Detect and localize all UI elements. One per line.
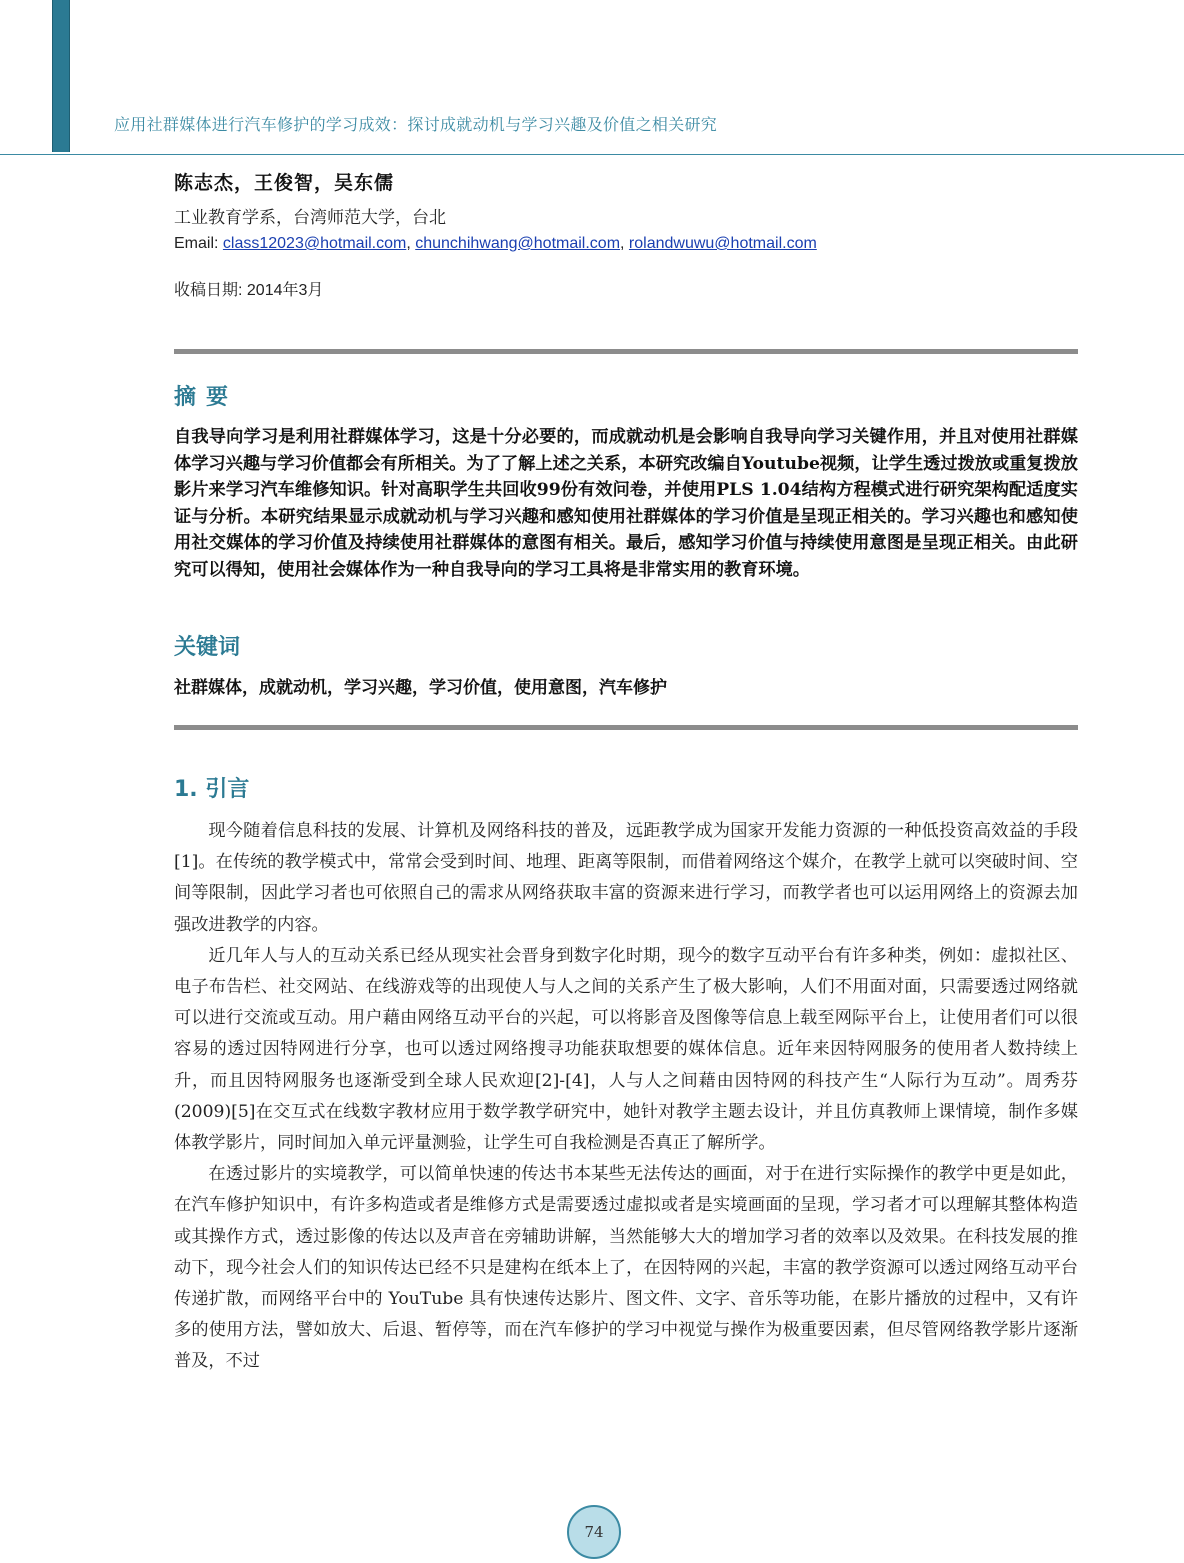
abstract-text: 自我导向学习是利用社群媒体学习，这是十分必要的，而成就动机是会影响自我导向学习关键作用，并且对使用社群媒体学习兴趣与学习价值都会有所相关。为了了解上述之关系，本研究改编自Youtube视频，让学生透过拨放或重复拨放影片来学习汽车维修知识。针对高职学生共回收99份有效问卷，并使用PLS 1.04结构方程模式进行研究架构配适度实证与分析。本研究结果显示成就动机与学习兴趣和感知使用社群媒体的学习价值是呈现正相关的。学习兴趣也和感知使用社交媒体的学习价值及持续使用社群媒体的意图有相关。最后，感知学习价值与持续使用意图是呈现正相关。由此研究可以得知，使用社会媒体作为一种自我导向的学习工具将是非常实用的教育环境。 bbox=[174, 427, 1078, 580]
header-accent-bar bbox=[52, 0, 70, 152]
paper-content bbox=[174, 168, 1078, 1372]
email-link-1[interactable]: class12023@hotmail.com bbox=[222, 235, 407, 252]
email-label: Email: bbox=[174, 235, 223, 252]
section-1-heading: 1. 引言 bbox=[174, 777, 250, 802]
paragraph: 现今随着信息科技的发展、计算机及网络科技的普及，远距教学成为国家开发能力资源的一种低投资高效益的手段[1]。在传统的教学模式中，常常会受到时间、地理、距离等限制，而借着网络这个媒介，在教学上就可以突破时间、空间等限制，因此学习者也可依照自己的需求从网络获取丰富的资源来进行学习，而教学者也可以运用网络上的资源去加强改进教学的内容。 bbox=[174, 821, 1078, 935]
section-1-body bbox=[174, 816, 1078, 1378]
email-link-3[interactable]: rolandwuwu@hotmail.com bbox=[628, 235, 817, 252]
email-link-2[interactable]: chunchihwang@hotmail.com bbox=[415, 235, 621, 252]
received-date: 收稿日期: 2014年3月 bbox=[174, 282, 324, 299]
paragraph: 近几年人与人的互动关系已经从现实社会晋身到数字化时期，现今的数字互动平台有许多种类，例如：虚拟社区、电子布告栏、社交网站、在线游戏等的出现使人与人之间的关系产生了极大影响，人们不用面对面，只需要透过网络就可以进行交流或互动。用户藉由网络互动平台的兴起，可以将影音及图像等信息上载至网际平台上，让使用者们可以很容易的透过因特网进行分享，也可以透过网络搜寻功能获取想要的媒体信息。近年来因特网服务的使用者人数持续上升，而且因特网服务也逐渐受到全球人民欢迎[2]-[4]，人与人之间藉由因特网的科技产生“人际行为互动”。周秀芬(2009)[5]在交互式在线数字教材应用于数学教学研究中，她针对教学主题去设计，并且仿真教师上课情境，制作多媒体教学影片，同时间加入单元评量测验，让学生可自我检测是否真正了解所学。 bbox=[174, 945, 1078, 1154]
front-matter bbox=[174, 168, 1078, 300]
email-separator: , bbox=[620, 235, 629, 252]
paragraph: 在透过影片的实境教学，可以简单快速的传达书本某些无法传达的画面，对于在进行实际操作的教学中更是如此，在汽车修护知识中，有许多构造或者是维修方式是需要透过虚拟或者是实境画面的呈现，学习者才可以理解其整体构造或其操作方式，透过影像的传达以及声音在旁辅助讲解，当然能够大大的增加学习者的效率以及效果。在科技发展的推动下，现今社会人们的知识传达已经不只是建构在纸本上了，在因特网的兴起，丰富的教学资源可以透过网络互动平台传递扩散，而网络平台中的 YouTube 具有快速传达影片、图文件、文字、音乐等功能，在影片播放的过程中，又有许多的使用方法，譬如放大、后退、暂停等，而在汽车修护的学习中视觉与操作为极重要因素，但尽管网络教学影片逐渐普及，不过 bbox=[174, 1164, 1078, 1372]
affiliation: 工业教育学系，台湾师范大学，台北 bbox=[174, 208, 446, 228]
abstract-top-divider bbox=[174, 349, 1078, 354]
header-rule bbox=[0, 154, 1184, 155]
abstract-bottom-divider bbox=[174, 725, 1078, 730]
page-number-badge: 74 bbox=[567, 1505, 621, 1559]
email-separator: , bbox=[406, 235, 416, 252]
email-line bbox=[174, 231, 1078, 257]
abstract-heading: 摘要 bbox=[174, 385, 239, 410]
keywords-heading: 关键词 bbox=[174, 635, 241, 660]
running-header-title: 应用社群媒体进行汽车修护的学习成效：探讨成就动机与学习兴趣及价值之相关研究 bbox=[114, 115, 718, 134]
author-list: 陈志杰，王俊智，吴东儒 bbox=[174, 172, 395, 194]
keywords-text: 社群媒体，成就动机，学习兴趣，学习价值，使用意图，汽车修护 bbox=[174, 678, 667, 698]
